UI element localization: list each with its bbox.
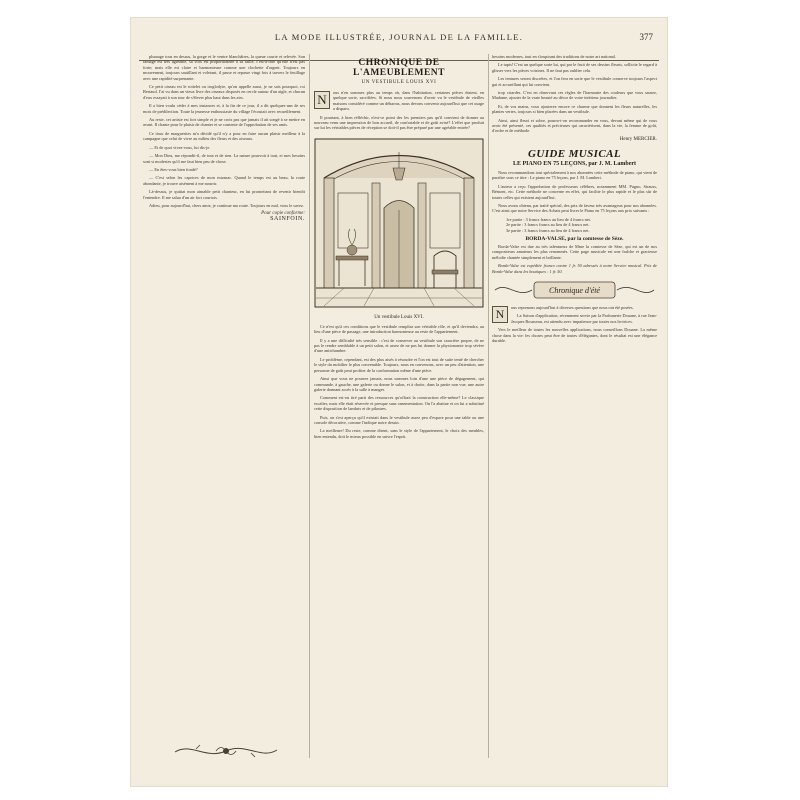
- drop-cap: N: [492, 306, 508, 323]
- paragraph: Les tentures seront discrètes, et l'on fera en sorte que le vestibule conserve toujours l'aspect gai et accueillant qui lui convient.: [492, 76, 657, 87]
- paragraph: Il a bien voulu céder à mes instances et, à la fin de ce jour, il a dit quelques-uns de ses mots de prédilection. Toute la jeunesse enthousiaste du village l'écoutait avec recueillement.: [143, 103, 305, 114]
- paragraph: L'auteur a reçu l'approbation de professeurs célèbres, notamment MM. Pugno, Strauss, Bémont, etc. Cette méthode ne concerne en effet, qui facilite le plus rapide et le plus sûr de toutes celles qui existent aujourd'hui.: [492, 183, 657, 200]
- paragraph: Là-dessus, je quittai mon aimable petit chanteur, en lui promettant de revenir bientôt l'entendre. Il me salua d'un air fort courtois.: [143, 189, 305, 200]
- paragraph: Et, de vos mains, vous ajouterez encore ce charme que donnent les fleurs naturelles, les plantes vertes, toujours si bien placées dans un vestibule.: [492, 103, 657, 115]
- paragraph: Ainsi, ainsi fleuri et sobre, pourra-t-on recommander en vous, devant même qui de vous avoir été présenté, ces qualités et précieuses qui caractérisent, dans la vie, la femme de goût, d'ordre et de méthode.: [492, 117, 657, 134]
- decorative-banner-icon: [492, 279, 657, 301]
- paragraph: Ainsi que vous ne pourrez jamais, nous sommes loin d'une une pièce de dégagement, qui commande, à gauche, une galerie ou donne le salon, et à droite, dans la partie non vue, une autre galerie donnant accès à la salle à manger.: [314, 376, 484, 392]
- column-divider-2: [488, 54, 489, 758]
- paragraph: La Saison d'application, récemment servie par la Parfumerie Douane, à rue Jean-Jacques Rousseau, est attendu avec impatience par toutes nos lectrices.: [511, 313, 657, 324]
- column-left: [143, 54, 305, 730]
- paragraph: besoins modernes, tout en s'inspirant des traditions de notre art national.: [492, 54, 616, 59]
- borda-valse-title: BORDA-VALSE, par la comtesse de Sèze.: [525, 235, 624, 242]
- page-number: 377: [639, 32, 653, 42]
- paragraph: ous n'en sommes plus au temps où, dans l'habitation, certaines pièces étaient, en quelque sorte, sacrifiées. Si nous nous souvenons d'avoir vu le vestibule de vieilles maisons considéré comme un débarras, nous devons convenir aujourd'hui que cet usage a disparu.: [333, 90, 484, 112]
- chronique-banner: [492, 279, 657, 301]
- vestibule-illustration-icon: [314, 138, 484, 308]
- paragraph: Ce tissu de marguerites m'a décidé qu'il n'y a pour en faire aucun plaisir meilleur à la campagne que celui de vivre au milieu des fleurs et des oiseaux.: [143, 130, 305, 142]
- paragraph: — Mon Dieu, me répondit-il, de tout et de rien. La nature pourvoit à tout, et mes besoins sont si modestes qu'il me faut bien peu de chose.: [143, 153, 305, 164]
- paragraph: ous reprenons aujourd'hui à diverses questions que nous ont été posées.: [511, 304, 634, 310]
- paragraph: Il y a une difficulté très sensible : c'est de conserver au vestibule son caractère propre, de ne pas le rendre semblable à un petit salon, et assez de ne pas lui donner la physionomie trop sévère d'une antichambre.: [314, 337, 484, 354]
- floral-ornament-icon: [171, 740, 281, 762]
- drop-cap: N: [314, 91, 330, 109]
- paragraph: La meilleure! Du reste, comme disent, sans le style de l'appartement, le choix des meubles, bien entendu, doit le mieux possible en suivre l'esprit.: [314, 428, 484, 439]
- paragraph: Vers le meilleur de toutes les nouvelles applications, nous conseillons Douane. La même chose dans la vie: les choses peut être de toutes d'élégantes, dont le résultat est une élégance durable.: [492, 327, 657, 343]
- paragraph: Au reste, cet artiste est fort simple et je ne crois pas que jamais il ait songé à se mettre en avant. Il chante pour le plaisir de chanter et se contente de l'approbation de ses amis.: [143, 117, 305, 128]
- page-header: [131, 32, 667, 48]
- column-divider-1: [309, 54, 310, 758]
- journal-page: [131, 18, 667, 786]
- article-title: CHRONIQUE DE L'AMEUBLEMENT: [352, 58, 445, 78]
- paragraph: Le tapis! C'est un quelque sorte lui, qui par le fruit de ses dessins fleuris, sollicite le regard à glisser vers les pièces voisines. Il ne faut pas oublier cela.: [492, 62, 657, 73]
- paragraph: Comment est-on tiré parti des ressources qu'offrait la construction elle-même? Le classique escalier, mais elle était réservée et presque sans ornementation. On l'a abattue et on lui a substitué cette disposition de lambris et de pilastres.: [314, 395, 484, 412]
- price-line: 3e partie : 3 francs francs au lieu de 4 francs net.: [506, 227, 590, 233]
- paragraph: Borda-Valse est due au très talentueux de Mme la comtesse de Sèze, qui est un de nos compositeurs amateurs les plus renommés. Cette page musicale est une fraîche et gracieuse mélodie chantée simplement et brillante.: [492, 243, 657, 260]
- banner-label: Chronique d'été: [549, 285, 600, 295]
- guide-musical-title: GUIDE MUSICAL: [528, 147, 621, 160]
- paragraph: — C'est selon les caprices de mon estomac. Quand le temps est au beau, la route abondante, je trouve aisément à me nourrir.: [143, 175, 305, 186]
- paragraph: — En êtes-vous bien fondé?: [149, 166, 198, 172]
- paragraph: trop criardes. C'est en observant ces règles de l'harmonie des couleurs que vous saurez, Madame, ajouter de la vraie beauté au décor de votre intérieur journalier.: [492, 90, 657, 101]
- price-line: 1re partie : 3 francs francs au lieu de 4 francs net.: [506, 216, 591, 222]
- article-signature: Henry MERCIER.: [619, 136, 657, 142]
- column-right: [492, 54, 657, 754]
- signoff-line: Pour copie conforme:: [261, 211, 305, 217]
- note: Borda-Valse est expédiée franco contre 1 fr. 50 adressés à notre Service musical. Prix de Borda-Valse dans les boutiques : 1 fr. 50.: [492, 263, 657, 274]
- paragraph: Le problème, cependant, est des plus aisés à résoudre et l'on est tout de suite tenté de chercher le style du mobilier le plus convenable. Toujours, nous en convenons, avec un peu d'attention, une personne de goût peut profiter de la conformation même d'une pièce.: [314, 356, 484, 373]
- paragraph: Ce petit oiseau est le roitelet ou troglodyte, qu'on appelle aussi, je ne sais pourquoi, roi Bertaud. J'ai vu dans un vieux livre des oiseaux disposés en cercle autour d'un aigle, et chacun d'eux essayait à son tour de s'élever plus haut dans les airs.: [143, 84, 305, 100]
- guide-musical-subtitle: LE PIANO EN 75 LEÇONS, par J. M. Lambert: [512, 160, 637, 167]
- article-subtitle: UN VESTIBULE LOUIS XVI: [361, 80, 437, 85]
- paragraph: Nous avons obtenu, par traité spécial, des prix de faveur très avantageux pour nos abonnées. C'est ainsi que notre Service des Achats peut livrer le Piano en 75 leçons aux prix suivants :: [492, 202, 657, 214]
- paragraph: Nous recommandons tout spécialement à nos abonnées cette méthode de piano, qui vient de paraître sous ce titre : Le piano en 75 leçons, par J. M. Lambert.: [492, 169, 657, 181]
- paragraph: Adieu, pour aujourd'hui, chers amis; je continue ma route. Toujours en mal, vous le savez.: [149, 202, 304, 208]
- paragraph: Ce n'est qu'à ces conditions que le vestibule remplira son véritable rôle, et qu'il deviendra, au lieu d'une pièce de passage, une introduction harmonieuse au reste de l'appartement.: [314, 323, 484, 335]
- journal-title: LA MODE ILLUSTRÉE, JOURNAL DE LA FAMILLE.: [274, 32, 524, 42]
- price-line: 2e partie : 3 francs francs au lieu de 4 francs net.: [506, 222, 590, 228]
- paragraph: — Et de quoi vivez-vous, lui dis-je.: [149, 144, 211, 150]
- paragraph: Il pourtant, à bien réfléchir, n'est-ce point des les premiers pas qu'il convient de donner au nouveau venu une impression de bon accueil, de confortable et de goût avisé? L'effet que produit sur lui les véritables pièces de réception se doit-il pas être préparé par une agréable entrée?: [314, 114, 484, 131]
- column-middle: [314, 54, 484, 754]
- paragraph: Puis, on s'est aperçu qu'il existait dans le vestibule assez peu d'espace pour une table ou une console décorative, comme l'indique notre dessin.: [314, 414, 484, 425]
- illustration-caption: Un vestibule Louis XVI.: [374, 314, 424, 320]
- paragraph: plumage tous en dessus, la gorge et le ventre blanchâtres, la queue courte et relevée. Son ramage est très agréable, sa voix est proportionnée à sa taille, c'est-à-dire qu'elle n'est pas forte; mais elle est claire et harmonieuse comme une clochette d'argent. Toujours en mouvement, toujours sautillant et voletant, il passe et repasse vingt fois à travers le feuillage avec une rapidité surprenante.: [143, 54, 305, 81]
- signature: SAINFOIN.: [270, 216, 305, 223]
